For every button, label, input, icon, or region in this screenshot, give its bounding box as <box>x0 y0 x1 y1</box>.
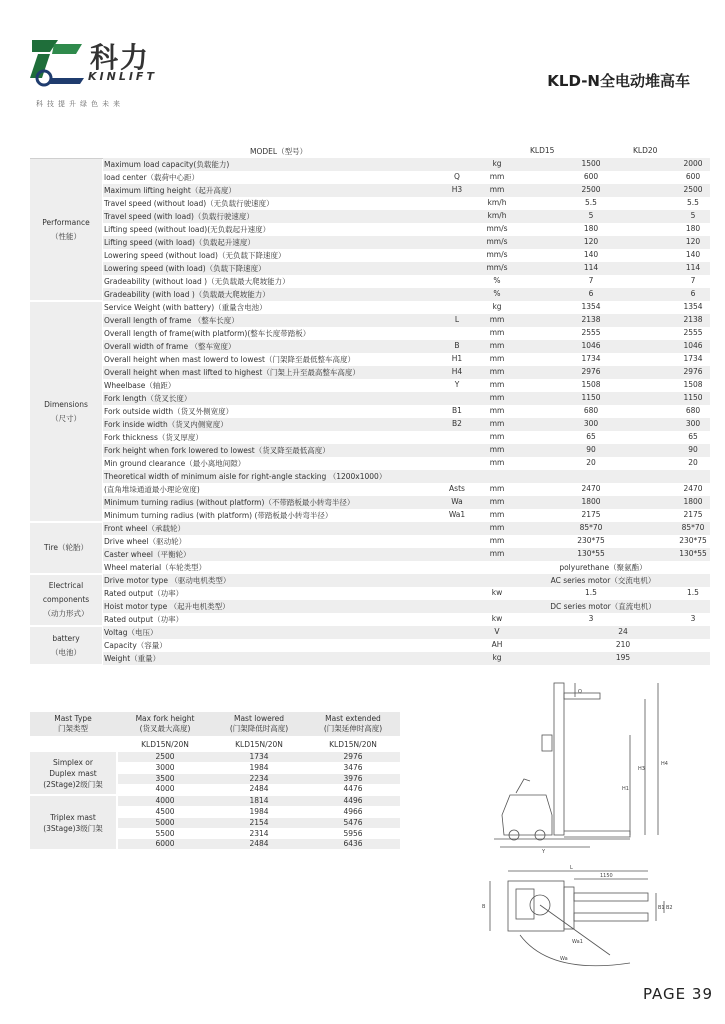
spec-row <box>103 626 710 640</box>
spec-value-kld20: 130*55 <box>679 549 707 558</box>
spec-shared-value: polyurethane（聚氨酯） <box>559 563 647 572</box>
spec-row <box>103 184 710 198</box>
spec-name: Theoretical width of minimum aisle for right-angle stacking （1200x1000） <box>104 472 387 481</box>
mast-extended-height: 6436 <box>343 839 363 849</box>
spec-value-kld15: 1508 <box>581 380 601 389</box>
spec-row <box>103 171 710 185</box>
spec-value-kld20: 1800 <box>683 497 703 506</box>
spec-shared-value: DC series motor（直流电机） <box>550 602 656 611</box>
page-number: PAGE 39 <box>642 985 713 1003</box>
mast-header-cell <box>118 714 212 734</box>
spec-value-kld15: 300 <box>583 419 599 428</box>
spec-row <box>103 444 710 458</box>
mast-lowered-height: 2154 <box>249 817 269 827</box>
spec-row <box>103 249 710 263</box>
spec-name: Wheelbase（轴距） <box>104 381 176 390</box>
spec-value-kld15: 6 <box>588 289 594 298</box>
spec-value-kld15: 1150 <box>581 393 601 402</box>
mast-header-zh: (货叉最大高度) <box>139 724 191 733</box>
spec-row <box>103 483 710 497</box>
spec-value-kld15: 120 <box>583 237 599 246</box>
spec-value-kld15: 5 <box>588 211 594 220</box>
spec-unit: mm <box>489 523 505 532</box>
spec-name: load center（载荷中心距） <box>104 173 200 182</box>
spec-unit: mm/s <box>486 263 508 272</box>
mast-extended-height: 5956 <box>343 828 363 838</box>
col-kld15-header: KLD15 <box>530 146 555 155</box>
spec-name: Overall height when mast lifted to highest（门架上升至最高整车高度） <box>104 368 360 377</box>
spec-row <box>103 587 710 601</box>
mast-fork-height: 3500 <box>155 773 175 783</box>
spec-shared-value: AC series motor（交流电机） <box>550 576 656 585</box>
drawing-label: B1 <box>658 905 665 911</box>
model-header: MODEL（型号） <box>250 147 308 156</box>
drawing-label: Wa <box>560 956 568 962</box>
mast-row <box>118 752 400 762</box>
spec-value-kld15: 1734 <box>581 354 601 363</box>
drawing-label: H3 <box>638 766 645 772</box>
spec-value-kld15: 1500 <box>581 159 601 168</box>
section-label: battery （电池） <box>30 627 102 664</box>
spec-value-kld15: 2175 <box>581 510 601 519</box>
mast-extended-height: 4476 <box>343 784 363 794</box>
spec-value-kld20: 120 <box>685 237 701 246</box>
drawing-label: L <box>570 865 573 871</box>
spec-value-kld15: 20 <box>586 458 596 467</box>
mast-fork-height: 2500 <box>155 752 175 761</box>
spec-value-kld15: 3 <box>588 614 594 623</box>
spec-value-kld15: 1354 <box>581 302 601 311</box>
spec-shared-value: 24 <box>618 627 628 636</box>
mast-row <box>118 763 400 773</box>
spec-name: Overall length of frame(with platform)(整车长度带踏板） <box>104 329 311 338</box>
spec-row <box>103 236 710 250</box>
spec-value-kld20: 2175 <box>683 510 703 519</box>
spec-unit: mm <box>489 354 505 363</box>
spec-unit: kg <box>492 302 502 311</box>
mast-lowered-height: 2234 <box>249 773 269 783</box>
mast-header-en: Mast Type <box>54 714 92 723</box>
mast-lowered-height: 1984 <box>249 807 269 816</box>
spec-value-kld15: 180 <box>583 224 599 233</box>
mast-lowered-height: 1734 <box>249 752 269 761</box>
spec-unit: mm <box>489 328 505 337</box>
spec-value-kld20: 1.5 <box>687 588 699 597</box>
spec-value-kld20: 230*75 <box>679 536 707 545</box>
mast-fork-height: 5000 <box>155 817 175 827</box>
mast-fork-height: 4500 <box>155 807 175 816</box>
spec-value-kld20: 90 <box>688 445 698 454</box>
mast-header-cell <box>306 714 400 734</box>
spec-row <box>103 574 710 588</box>
slogan: 科技提升绿色未来 <box>36 100 124 108</box>
drawing-label: H1 <box>622 786 629 792</box>
spec-value-kld15: 85*70 <box>579 523 603 532</box>
spec-row <box>103 457 710 471</box>
spec-unit: mm <box>489 549 505 558</box>
spec-value-kld20: 65 <box>688 432 698 441</box>
mast-lowered-height: 1984 <box>249 762 269 772</box>
mast-header-cell <box>212 714 306 734</box>
section-label: Dimensions （尺寸） <box>30 302 102 521</box>
spec-name: Capacity（容量） <box>104 641 167 650</box>
spec-value-kld20: 180 <box>685 224 701 233</box>
mast-group-label: Triplex mast (3Stage)3级门架 <box>30 796 116 849</box>
spec-unit: mm/s <box>486 224 508 233</box>
spec-name: Front wheel（承载轮） <box>104 524 186 533</box>
page-title: KLD-N全电动堆高车 <box>547 72 690 90</box>
spec-unit: mm <box>489 536 505 545</box>
spec-row <box>103 197 710 211</box>
spec-unit: mm <box>489 341 505 350</box>
drawing-label: H4 <box>661 761 668 767</box>
spec-value-kld15: 2976 <box>581 367 601 376</box>
spec-symbol: L <box>454 315 460 324</box>
spec-symbol: Wa <box>451 497 463 506</box>
spec-symbol: Asts <box>449 484 465 493</box>
mast-row <box>118 784 400 794</box>
spec-symbol: B2 <box>452 419 462 428</box>
spec-row <box>103 210 710 224</box>
mast-row <box>118 774 400 784</box>
brand-english: KINLIFT <box>88 70 157 83</box>
spec-value-kld20: 600 <box>685 172 701 181</box>
spec-row <box>103 340 710 354</box>
spec-name: Wheel material（车轮类型） <box>104 563 207 572</box>
spec-row <box>103 275 710 289</box>
spec-unit: V <box>494 627 500 636</box>
spec-unit: mm <box>489 380 505 389</box>
spec-unit: kw <box>491 614 503 623</box>
mast-extended-height: 3976 <box>343 773 363 783</box>
spec-unit: mm <box>489 484 505 493</box>
spec-unit: mm <box>489 393 505 402</box>
stacker-dimension-drawing <box>480 675 715 980</box>
spec-unit: mm <box>489 172 505 181</box>
mast-header-zh: 门架类型 <box>58 724 88 733</box>
spec-value-kld20: 5.5 <box>687 198 699 207</box>
spec-row <box>103 600 710 614</box>
spec-unit: % <box>493 276 501 285</box>
spec-row <box>103 470 710 484</box>
spec-symbol: H3 <box>451 185 463 194</box>
spec-name: Weight（重量） <box>104 654 161 663</box>
spec-value-kld20: 680 <box>685 406 701 415</box>
spec-shared-value: 210 <box>615 640 631 649</box>
spec-row <box>103 418 710 432</box>
drawing-label: B2 <box>666 905 673 911</box>
spec-value-kld15: 600 <box>583 172 599 181</box>
spec-value-kld20: 6 <box>690 289 696 298</box>
spec-value-kld15: 5.5 <box>585 198 597 207</box>
mast-lowered-height: 1814 <box>249 796 269 806</box>
spec-value-kld20: 2555 <box>683 328 703 337</box>
spec-value-kld20: 3 <box>690 614 696 623</box>
spec-unit: mm/s <box>486 237 508 246</box>
spec-unit: mm/s <box>486 250 508 259</box>
spec-unit: mm <box>489 432 505 441</box>
spec-name: Fork inside width（货叉内侧宽度） <box>104 420 228 429</box>
spec-name: Minimum turning radius (without platform)（不带踏板最小转弯半径） <box>104 498 355 507</box>
mast-extended-height: 3476 <box>343 762 363 772</box>
spec-unit: kw <box>491 588 503 597</box>
spec-name: Lifting speed (with load)（负载起升速度） <box>104 238 255 247</box>
spec-name: Maximum lifting height（起升高度） <box>104 186 236 195</box>
spec-value-kld15: 7 <box>588 276 594 285</box>
mast-extended-height: 4496 <box>343 796 363 806</box>
spec-value-kld15: 2470 <box>581 484 601 493</box>
mast-row <box>118 829 400 839</box>
spec-row <box>103 613 710 627</box>
spec-unit: mm <box>489 458 505 467</box>
section-label: Performance （性能） <box>30 159 102 300</box>
spec-value-kld20: 1734 <box>683 354 703 363</box>
col-kld20-header: KLD20 <box>633 146 658 155</box>
spec-value-kld15: 114 <box>583 263 599 272</box>
brand-chinese: 科力 <box>90 41 151 74</box>
spec-value-kld20: 2500 <box>683 185 703 194</box>
spec-value-kld15: 90 <box>586 445 596 454</box>
spec-value-kld20: 1150 <box>683 393 703 402</box>
spec-row <box>103 405 710 419</box>
drawing-label: Q <box>578 689 582 695</box>
mast-row <box>118 807 400 817</box>
mast-lowered-height: 2484 <box>249 839 269 849</box>
drawing-label: Wa1 <box>572 939 583 945</box>
spec-symbol: Q <box>454 172 460 181</box>
spec-value-kld15: 1.5 <box>585 588 597 597</box>
spec-value-kld20: 20 <box>688 458 698 467</box>
mast-row <box>118 796 400 806</box>
mast-header-en: Max fork height <box>135 714 195 723</box>
spec-value-kld15: 2555 <box>581 328 601 337</box>
spec-value-kld20: 2976 <box>683 367 703 376</box>
spec-row <box>103 392 710 406</box>
spec-name: (直角堆垛通道最小理论宽度) <box>104 485 200 494</box>
spec-name: Drive wheel（驱动轮） <box>104 537 187 546</box>
mast-header-en: Mast lowered <box>233 714 284 723</box>
spec-name: Fork thickness（货叉厚度） <box>104 433 203 442</box>
spec-name: Overall width of frame （整车宽度） <box>104 342 236 351</box>
spec-name: Minimum turning radius (with platform) (带踏板最小转弯半径） <box>104 511 333 520</box>
spec-row <box>103 496 710 510</box>
spec-unit: mm <box>489 419 505 428</box>
section-label: Tire（轮胎） <box>30 523 102 573</box>
spec-value-kld15: 140 <box>583 250 599 259</box>
spec-name: Lifting speed (without load)(无负载起升速度） <box>104 225 271 234</box>
mast-lowered-height: 2484 <box>249 784 269 794</box>
spec-name: Rated output（功率） <box>104 589 184 598</box>
spec-value-kld20: 5 <box>690 211 696 220</box>
spec-value-kld15: 2500 <box>581 185 601 194</box>
spec-value-kld20: 1354 <box>683 302 703 311</box>
spec-name: Rated output（功率） <box>104 615 184 624</box>
spec-row <box>103 327 710 341</box>
spec-name: Travel speed (with load)（负载行驶速度） <box>104 212 254 221</box>
spec-row <box>103 223 710 237</box>
spec-value-kld15: 1046 <box>581 341 601 350</box>
spec-value-kld20: 7 <box>690 276 696 285</box>
spec-value-kld15: 2138 <box>581 315 601 324</box>
spec-unit: kg <box>492 653 502 662</box>
spec-name: Maximum load capacity(负载能力) <box>104 160 230 169</box>
spec-value-kld20: 2000 <box>683 159 703 168</box>
spec-symbol: Wa1 <box>448 510 466 519</box>
spec-value-kld15: 1800 <box>581 497 601 506</box>
spec-row <box>103 262 710 276</box>
mast-model-subheader: KLD15N/20N <box>235 740 283 749</box>
spec-unit: kg <box>492 159 502 168</box>
spec-unit: mm <box>489 315 505 324</box>
spec-value-kld20: 114 <box>685 263 701 272</box>
spec-symbol: B1 <box>452 406 462 415</box>
spec-name: Lowering speed (without load)（无负载下降速度） <box>104 251 286 260</box>
mast-header-zh: (门架降低时高度) <box>229 724 289 733</box>
spec-name: Hoist motor type （起升电机类型） <box>104 602 230 611</box>
spec-unit: AH <box>491 640 503 649</box>
spec-symbol: H4 <box>451 367 463 376</box>
spec-row <box>103 366 710 380</box>
spec-value-kld15: 680 <box>583 406 599 415</box>
spec-unit: % <box>493 289 501 298</box>
mast-extended-height: 2976 <box>343 752 363 761</box>
spec-name: Voltag（电压） <box>104 628 158 637</box>
spec-row <box>103 158 710 172</box>
spec-row <box>103 353 710 367</box>
mast-extended-height: 5476 <box>343 817 363 827</box>
spec-name: Overall length of frame （整车长度） <box>104 316 239 325</box>
spec-name: Fork outside width（货叉外侧宽度） <box>104 407 234 416</box>
spec-name: Caster wheel（平衡轮） <box>104 550 191 559</box>
spec-row <box>103 509 710 523</box>
spec-name: Min ground clearance（最小离地间隙） <box>104 459 246 468</box>
spec-unit: mm <box>489 367 505 376</box>
spec-name: Drive motor type （驱动电机类型） <box>104 576 231 585</box>
spec-shared-value: 195 <box>615 653 631 662</box>
mast-model-subheader: KLD15N/20N <box>329 740 377 749</box>
mast-header-zh: (门架延伸时高度) <box>323 724 383 733</box>
spec-value-kld20: 2138 <box>683 315 703 324</box>
mast-header-en: Mast extended <box>325 714 381 723</box>
spec-value-kld15: 230*75 <box>577 536 605 545</box>
spec-name: Fork height when fork lowered to lowest（货叉降至最低高度） <box>104 446 330 455</box>
spec-unit: mm <box>489 406 505 415</box>
spec-row <box>103 652 710 666</box>
drawing-label: B <box>482 904 486 910</box>
spec-value-kld15: 65 <box>586 432 596 441</box>
mast-fork-height: 4000 <box>155 784 175 794</box>
spec-value-kld15: 130*55 <box>577 549 605 558</box>
spec-unit: km/h <box>487 198 507 207</box>
mast-fork-height: 6000 <box>155 839 175 849</box>
mast-row <box>118 839 400 849</box>
mast-fork-height: 3000 <box>155 762 175 772</box>
mast-group-label: Simplex or Duplex mast (2Stage)2级门架 <box>30 752 116 794</box>
spec-row <box>103 288 710 302</box>
spec-value-kld20: 300 <box>685 419 701 428</box>
mast-extended-height: 4966 <box>343 807 363 816</box>
spec-unit: mm <box>489 445 505 454</box>
spec-row <box>103 535 710 549</box>
mast-model-subheader: KLD15N/20N <box>141 740 189 749</box>
spec-row <box>103 431 710 445</box>
mast-fork-height: 5500 <box>155 828 175 838</box>
spec-name: Service Weight (with battery)（重量含电池） <box>104 303 267 312</box>
spec-row <box>103 561 710 575</box>
spec-unit: km/h <box>487 211 507 220</box>
spec-unit: mm <box>489 185 505 194</box>
spec-value-kld20: 1046 <box>683 341 703 350</box>
spec-value-kld20: 1508 <box>683 380 703 389</box>
drawing-label: Y <box>542 849 546 855</box>
mast-header-cell <box>30 714 116 734</box>
spec-row <box>103 301 710 315</box>
spec-row <box>103 314 710 328</box>
spec-value-kld20: 85*70 <box>681 523 705 532</box>
spec-name: Gradeability (without load )（无负载最大爬坡能力） <box>104 277 290 286</box>
spec-row <box>103 379 710 393</box>
spec-name: Fork length（货叉长度） <box>104 394 192 403</box>
spec-value-kld20: 140 <box>685 250 701 259</box>
mast-lowered-height: 2314 <box>249 828 269 838</box>
spec-symbol: Y <box>454 380 460 389</box>
spec-symbol: B <box>454 341 460 350</box>
spec-symbol: H1 <box>451 354 463 363</box>
spec-value-kld20: 2470 <box>683 484 703 493</box>
mast-row <box>118 818 400 828</box>
section-label: Electrical components （动力形式） <box>30 575 102 625</box>
mast-header-row <box>30 712 400 736</box>
spec-row <box>103 522 710 536</box>
spec-header-row <box>30 145 710 159</box>
spec-row <box>103 548 710 562</box>
drawing-label: 1150 <box>600 873 613 879</box>
spec-name: Overall height when mast lowerd to lowest（门架降至最低整车高度） <box>104 355 355 364</box>
spec-name: Gradeability (with load )（负载最大爬坡能力） <box>104 290 270 299</box>
mast-fork-height: 4000 <box>155 796 175 806</box>
spec-name: Travel speed (without load)（无负载行驶速度） <box>104 199 274 208</box>
spec-unit: mm <box>489 497 505 506</box>
spec-row <box>103 639 710 653</box>
spec-unit: mm <box>489 510 505 519</box>
spec-name: Lowering speed (with load)（负载下降速度） <box>104 264 266 273</box>
